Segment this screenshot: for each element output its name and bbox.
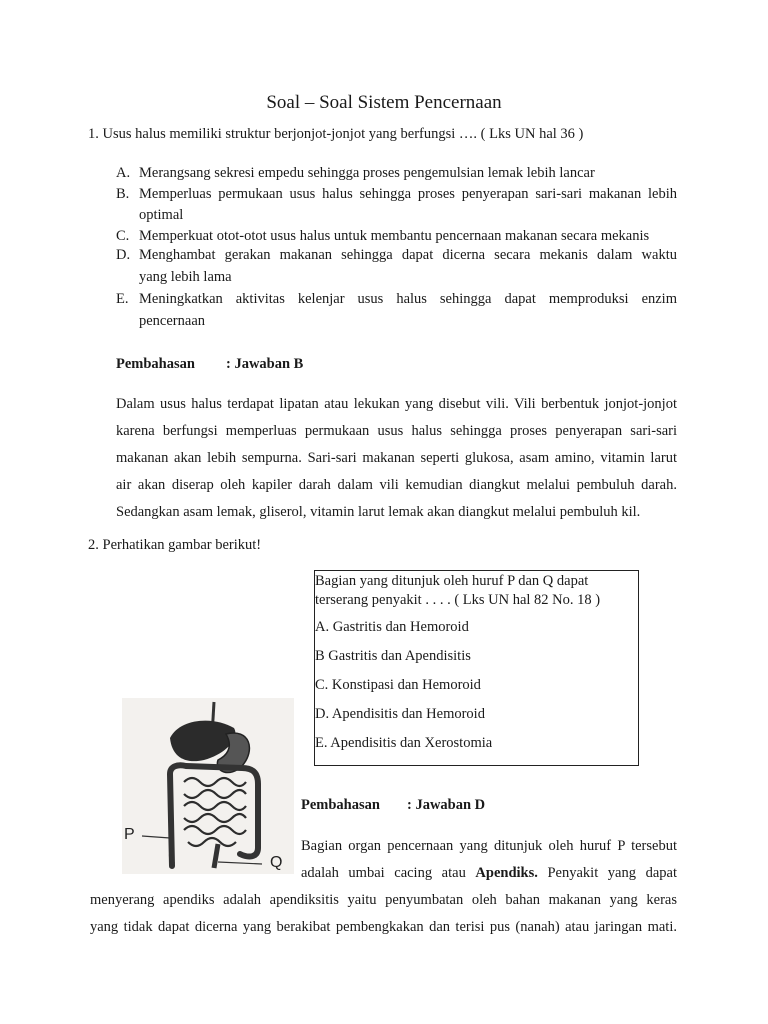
page-title: Soal – Soal Sistem Pencernaan bbox=[266, 92, 502, 113]
answer-label: : Jawaban B bbox=[226, 356, 304, 372]
option-c bbox=[116, 228, 677, 247]
question-2-text: 2. Perhatikan gambar berikut! bbox=[88, 537, 262, 553]
option-text: Meningkatkan aktivitas kelenjar usus halus sehingga dapat memproduksi enzim bbox=[139, 291, 677, 307]
box-stem bbox=[315, 572, 638, 610]
discussion-label: Pembahasan bbox=[116, 356, 195, 372]
option-d bbox=[116, 247, 677, 291]
option-b bbox=[116, 186, 677, 228]
option-text: Merangsang sekresi empedu sehingga proses pengemulsian lemak lebih lancar bbox=[139, 165, 595, 181]
option-text: Menghambat gerakan makanan sehingga dapat dicerna secara mekanis dalam waktu bbox=[139, 247, 677, 263]
digestive-system-illustration bbox=[122, 698, 294, 874]
explanation-1 bbox=[116, 391, 677, 526]
question-1-options bbox=[116, 165, 677, 335]
option-text: Memperluas permukaan usus halus sehingga proses penyerapan sari-sari makanan lebih bbox=[139, 186, 677, 202]
figure-label-q: Q bbox=[270, 854, 283, 871]
option-letter: B. bbox=[116, 186, 130, 202]
box-option: A. Gastritis dan Hemoroid bbox=[315, 619, 469, 635]
box-stem-line: terserang penyakit . . . . ( Lks UN hal 82 No. 18 ) bbox=[315, 592, 601, 608]
option-letter: D. bbox=[116, 247, 131, 263]
explanation-text: adalah umbai cacing atau bbox=[301, 865, 476, 881]
explanation-line: Dalam usus halus terdapat lipatan atau lekukan yang disebut vili. Vili berbentuk jonjot-jonjot bbox=[116, 396, 677, 412]
question-2-box bbox=[314, 570, 639, 766]
option-letter: C. bbox=[116, 228, 130, 244]
box-option: D. Apendisitis dan Hemoroid bbox=[315, 706, 485, 722]
explanation-line: Sedangkan asam lemak, gliserol, vitamin larut lemak akan diangkut melalui pembuluh kil. bbox=[116, 504, 641, 520]
option-letter: A. bbox=[116, 165, 131, 181]
explanation-line: yang tidak dapat dicerna yang berakibat pembengkakan dan terisi pus (nanah) atau jaringan mati. bbox=[90, 919, 677, 935]
option-e bbox=[116, 291, 677, 335]
apendiks-term: Apendiks. bbox=[475, 865, 538, 881]
explanation-line: air akan diserap oleh kapiler darah dalam vili kemudian diangkut melalui pembuluh darah. bbox=[116, 477, 677, 493]
explanation-line: menyerang apendiks adalah apendiksitis yaitu penyumbatan oleh bahan makanan yang keras bbox=[90, 892, 677, 908]
option-text: Memperkuat otot-otot usus halus untuk membantu pencernaan makanan secara mekanis bbox=[139, 228, 650, 244]
discussion-heading-2 bbox=[301, 797, 486, 814]
answer-label: : Jawaban D bbox=[407, 797, 486, 813]
discussion-label: Pembahasan bbox=[301, 797, 380, 813]
explanation-text: Penyakit yang dapat bbox=[537, 865, 677, 881]
explanation-line: karena berfungsi memperluas permukaan usus halus sehingga proses penyerapan sari-sari bbox=[116, 423, 677, 439]
option-text-cont: optimal bbox=[139, 207, 184, 223]
explanation-line: Bagian organ pencernaan yang ditunjuk oleh huruf P tersebut bbox=[301, 838, 677, 854]
digestive-system-icon bbox=[122, 698, 294, 874]
box-option: B Gastritis dan Apendisitis bbox=[315, 648, 471, 664]
explanation-line bbox=[301, 860, 677, 887]
question-1-text: 1. Usus halus memiliki struktur berjonjot-jonjot yang berfungsi …. ( Lks UN hal 36 ) bbox=[88, 126, 584, 142]
figure-label-p: P bbox=[124, 826, 135, 843]
option-text-cont: pencernaan bbox=[139, 313, 206, 329]
option-letter: E. bbox=[116, 291, 129, 307]
option-a bbox=[116, 165, 677, 186]
explanation-2-bottom bbox=[90, 887, 677, 941]
box-stem-line: Bagian yang ditunjuk oleh huruf P dan Q dapat bbox=[315, 573, 589, 589]
option-text-cont: yang lebih lama bbox=[139, 269, 232, 285]
box-option: C. Konstipasi dan Hemoroid bbox=[315, 677, 481, 693]
box-option: E. Apendisitis dan Xerostomia bbox=[315, 735, 493, 751]
discussion-heading-1 bbox=[116, 356, 304, 373]
explanation-2-top bbox=[301, 833, 677, 887]
explanation-line: makanan akan lebih sempurna. Sari-sari makanan seperti glukosa, asam amino, vitamin larut bbox=[116, 450, 677, 466]
